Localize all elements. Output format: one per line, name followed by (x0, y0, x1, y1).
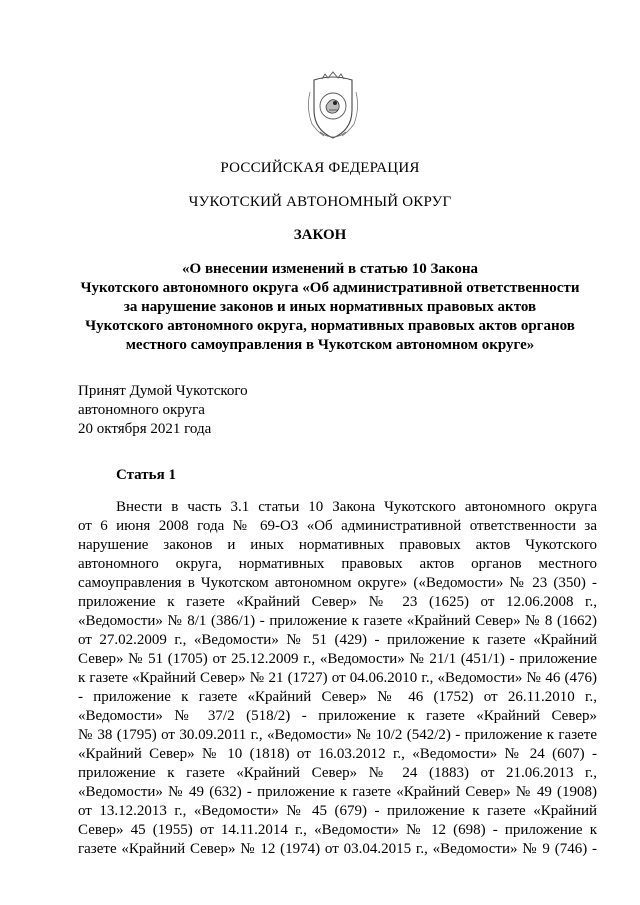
body-line: от 6 июня 2008 года № 69-ОЗ «Об административной ответственности за (78, 518, 597, 534)
adoption-info (78, 382, 248, 439)
law-title-line: Чукотского автономного округа «Об административной ответственности (80, 280, 580, 296)
body-line: от 27.02.2009 г., «Ведомости» № 51 (429) - приложение к газете «Крайний (78, 632, 597, 648)
law-title-line: Чукотского автономного округа, нормативных правовых актов органов (85, 318, 575, 334)
law-title (60, 260, 600, 355)
law-title-line: «О внесении изменений в статью 10 Закона (182, 261, 478, 277)
article-body (78, 498, 597, 859)
document-type-heading: ЗАКОН (293, 227, 347, 243)
region-heading: ЧУКОТСКИЙ АВТОНОМНЫЙ ОКРУГ (188, 194, 452, 210)
article-title: Статья 1 (116, 467, 176, 483)
body-line: «Крайний Север» № 10 (1818) от 16.03.2012 г., «Ведомости» № 24 (607) - (78, 746, 597, 762)
law-title-line: местного самоуправления в Чукотском автономном округе» (125, 337, 535, 353)
body-line: Внести в часть 3.1 статьи 10 Закона Чукотского автономного округа (116, 499, 597, 515)
body-line: автономного округа, нормативных правовых актов органов местного (78, 556, 597, 572)
body-line: Север» № 51 (1705) от 25.12.2009 г., «Ведомости» № 21/1 (451/1) - приложение (78, 651, 597, 667)
body-line: Север» 45 (1955) от 14.11.2014 г., «Ведомости» № 12 (698) - приложение к (78, 822, 597, 838)
body-line: - приложение к газете «Крайний Север» № 46 (1752) от 26.11.2010 г., (78, 689, 597, 705)
body-line: приложение к газете «Крайний Север» № 23 (1625) от 12.06.2008 г., (78, 594, 597, 610)
body-line: нарушение законов и иных нормативных правовых актов Чукотского (78, 537, 597, 553)
body-line: приложение к газете «Крайний Север» № 24 (1883) от 21.06.2013 г., (78, 765, 597, 781)
adoption-date: 20 октября 2021 года (78, 421, 212, 437)
chukotka-coat-of-arms-icon (302, 70, 364, 144)
body-line: «Ведомости» № 8/1 (386/1) - приложение к газете «Крайний Север» № 8 (1662) (78, 613, 597, 629)
body-line: «Ведомости» № 37/2 (518/2) - приложение к газете «Крайний Север» (78, 708, 597, 724)
adoption-line: Принят Думой Чукотского (78, 383, 248, 399)
law-title-line: за нарушение законов и иных нормативных правовых актов (123, 299, 537, 315)
adoption-line: автономного округа (78, 402, 205, 418)
country-heading: РОССИЙСКАЯ ФЕДЕРАЦИЯ (220, 160, 420, 176)
body-line: № 38 (1795) от 30.09.2011 г., «Ведомости» № 10/2 (542/2) - приложение к газете (78, 727, 597, 743)
body-line: «Ведомости» № 49 (632) - приложение к газете «Крайний Север» № 49 (1908) (78, 784, 597, 800)
body-line: к газете «Крайний Север» № 21 (1727) от 04.06.2010 г., «Ведомости» № 46 (476) (78, 670, 597, 686)
body-line: газете «Крайний Север» № 12 (1974) от 03.04.2015 г., «Ведомости» № 9 (746) - (78, 841, 597, 857)
body-line: самоуправления в Чукотском автономном округе» («Ведомости» № 23 (350) - (78, 575, 597, 591)
body-line: от 13.12.2013 г., «Ведомости» № 45 (679) - приложение к газете «Крайний (78, 803, 597, 819)
